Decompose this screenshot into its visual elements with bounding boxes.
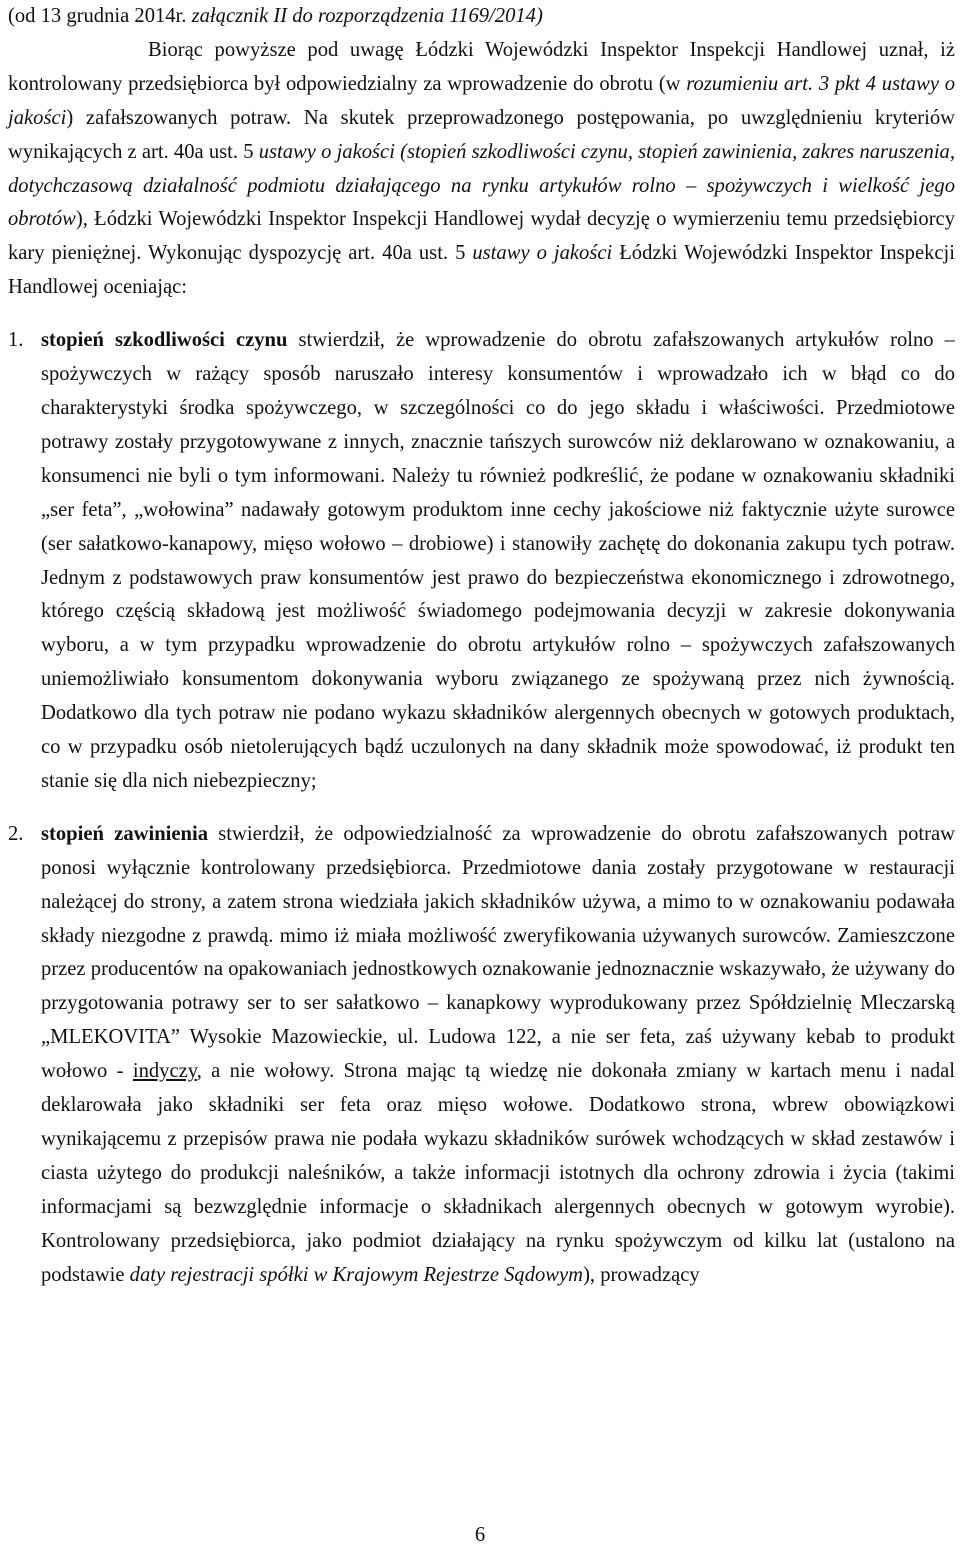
paragraph-text: Łódzki Wojewódzki Inspektor Inspekcji Handlowej oceniając: [8, 242, 955, 299]
list-item-text [41, 818, 955, 1293]
document-page [8, 0, 955, 1293]
list-item-harmfulness [8, 324, 955, 799]
list-item-body: ), prowadzący [583, 1263, 700, 1286]
list-item-number: 1. [8, 329, 24, 352]
paragraph-italic-text: rozumieniu art. 3 pkt 4 ustawy o jakości [8, 72, 955, 129]
paragraph-assessment [8, 34, 955, 305]
list-item-culpability [8, 818, 955, 1293]
list-item-body: stwierdził, że wprowadzenie do obrotu zafałszowanych artykułów rolno – spożywczych w rażący sposób naruszało interesy konsumentów i wprowadzało ich w błąd co do charakterystyki środka spożywczego, w szczególności co do jego składu i właściwości. Przedmiotowe potrawy zostały przygotowywane z innych, znacznie tańszych surowców niż deklarowano w oznakowaniu, a konsumenci nie byli o tym informowani. Należy tu również podkreślić, że podane w oznakowaniu składniki „ser feta”, „wołowina” nadawały gotowym produktom inne cechy jakościowe niż faktycznie użyte surowce (ser sałatkowo-kanapowy, mięso wołowo – drobiowe) i stanowiły zachętę do dokonania zakupu tych potraw. Jednym z podstawowych praw konsumentów jest prawo do bezpieczeństwa ekonomicznego i zdrowotnego, którego częścią składową jest możliwość świadomego podejmowania decyzji w zakresie dokonywania wyboru, a w tym przypadku wprowadzenie do obrotu artykułów rolno – spożywczych zafałszowanych uniemożliwiało konsumentom dokonywania wyboru związanego ze spożywaną przez nich żywnością. Dodatkowo dla tych potraw nie podano wykazu składników alergennych obecnych w gotowych produktach, co w przypadku osób nietolerujących bądź uczulonych na dany składnik może spowodować, iż produkt ten stanie się dla nich niebezpieczny; [41, 329, 955, 792]
italic-text: daty rejestracji spółki w Krajowym Rejestrze Sądowym [129, 1263, 584, 1286]
paragraph-text: Biorąc powyższe pod uwagę Łódzki Wojewódzki Inspektor Inspekcji Handlowej uznał, iż kontrolowany przedsiębiorca był odpowiedzialny za wprowadzenie do obrotu (w [8, 38, 955, 95]
list-item-number: 2. [8, 822, 24, 845]
paragraph-text: ) zafałszowanych potraw. Na skutek przeprowadzonego postępowania, po uwzględnieniu kryteriów wynikających z art. 40a ust. 5 [8, 106, 955, 163]
list-item-heading: stopień zawinienia [41, 822, 209, 845]
spacer [8, 305, 955, 324]
list-item-heading: stopień szkodliwości czynu [41, 329, 288, 352]
list-item-text [41, 324, 955, 799]
list-item-body: , a nie wołowy. Strona mając tą wiedzę nie dokonała zmiany w kartach menu i nadal deklarowała jako składniki ser feta oraz mięso wołowe. Dodatkowo strona, wbrew obowiązkowi wynikającemu z przepisów prawa nie podała wykazu składników surówek wchodzących w skład zestawów i ciasta użytego do produkcji naleśników, a także informacji istotnych dla ochrony zdrowia i życia (takimi informacjami są bezwzględnie informacje o składnikach alergennych obecnych w gotowym wyrobie). Kontrolowany przedsiębiorca, jako podmiot działający na rynku spożywczym od kilku lat (ustalono na podstawie [41, 1060, 955, 1286]
intro-regulation: załącznik II do rozporządzenia 1169/2014) [191, 5, 543, 27]
underlined-text: indyczy [132, 1060, 197, 1083]
page-number: 6 [474, 1524, 486, 1546]
paragraph-italic-text: ustawy o jakości [472, 242, 613, 265]
paragraph-italic-text: ustawy o jakości (stopień szkodliwości czynu, stopień zawinienia, zakres naruszenia, dotychczasową działalność podmiotu działającego na rynku artykułów rolno – spożywczych i wielkość jego obrotów [8, 140, 955, 231]
intro-date: (od 13 grudnia 2014r. [8, 5, 192, 27]
list-item-body: stwierdził, że odpowiedzialność za wprowadzenie do obrotu zafałszowanych potraw ponosi wyłącznie kontrolowany przedsiębiorca. Przedmiotowe dania zostały przygotowane w restauracji należącej do strony, a zatem strona wiedziała jakich składników używa, a mimo to w oznakowaniu podawała składy niezgodne z prawdą. mimo iż miała możliwość zweryfikowania używanych surowców. Zamieszczone przez producentów na opakowaniach jednostkowych oznakowanie jednoznacznie wskazywało, że używany do przygotowania potrawy ser to ser sałatkowo – kanapkowy wyprodukowany przez Spółdzielnię Mleczarską „MLEKOVITA” Wysokie Mazowieckie, ul. Ludowa 122, a nie ser feta, zaś używany kebab to produkt wołowo - [41, 822, 956, 1083]
intro-line [8, 0, 955, 34]
paragraph-text: ), Łódzki Wojewódzki Inspektor Inspekcji Handlowej wydał decyzję o wymierzeniu temu przedsiębiorcy kary pieniężnej. Wykonując dyspozycję art. 40a ust. 5 [8, 208, 955, 265]
spacer [8, 799, 955, 818]
